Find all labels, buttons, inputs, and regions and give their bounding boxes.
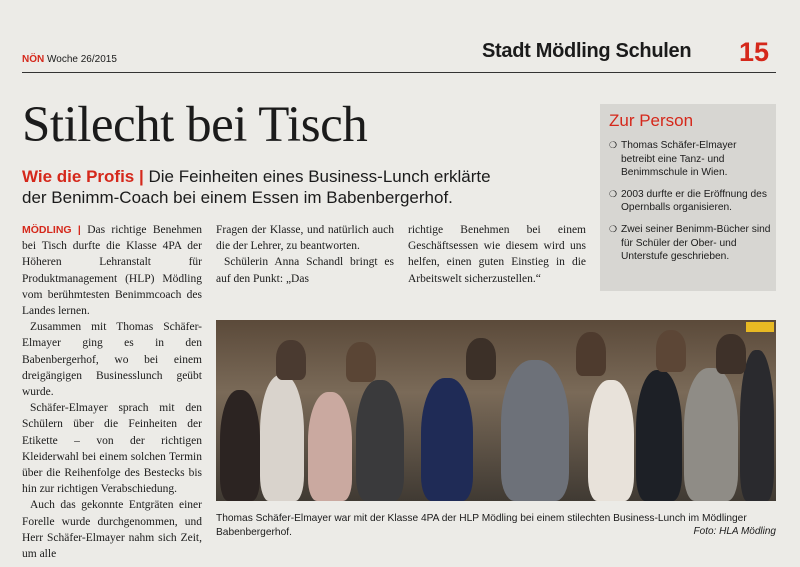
person-figure (716, 334, 746, 374)
paragraph: richtige Benehmen bei einem Geschäftsessen wie diesem wird uns helfen, einen guten Einstieg in die Arbeitswelt sicherzustellen.“ (408, 224, 586, 285)
noen-logo: NÖN (22, 54, 45, 65)
paragraph: Fragen der Klasse, und natürlich auch die der Lehrer, zu beantworten. (216, 224, 394, 253)
person-figure (220, 390, 260, 501)
subheadline-line-1: Die Feinheiten eines Business-Lunch erklärte (148, 167, 491, 186)
article-column-1 (22, 222, 202, 562)
issue-label: Woche 26/2015 (47, 54, 117, 65)
person-figure (346, 342, 376, 382)
photo-caption: Thomas Schäfer-Elmayer war mit der Klasse 4PA der HLP Mödling bei einem stilechten Business-Lunch im Mödlinger Babenbergerhof. (216, 513, 747, 538)
header-rule (22, 72, 776, 73)
list-item (609, 139, 771, 180)
zur-person-box (600, 104, 776, 291)
article-column-3 (408, 222, 586, 287)
box-title: Zur Person (609, 111, 694, 130)
paragraph: Zusammen mit Thomas Schäfer-Elmayer ging es in den Babenbergerhof, wo bei einem dreigängigen Businesslunch geübt wurde. (22, 321, 202, 399)
dateline: MÖDLING | (22, 224, 81, 236)
article-column-2 (216, 222, 394, 287)
person-figure (740, 350, 774, 501)
person-figure (636, 370, 682, 501)
bullet-icon: ❍ (609, 223, 618, 234)
list-item-text: Thomas Schäfer-Elmayer betreibt eine Tanz- und Benimmschule in Wien. (621, 140, 737, 179)
photo-credit: Foto: HLA Mödling (693, 526, 776, 537)
person-figure (260, 375, 304, 501)
subheadline-kicker: Wie die Profis | (22, 167, 144, 186)
article-headline: Stilecht bei Tisch (22, 97, 368, 153)
paragraph-text: Das richtige Benehmen bei Tisch durfte die Klasse 4PA der Höheren Lehranstalt für Produktmanagement (HLP) Mödling vom berühmtesten Benimmcoach des Landes lernen. (22, 224, 202, 318)
person-figure (421, 378, 473, 501)
person-figure (308, 392, 352, 501)
article-subheadline (22, 166, 582, 208)
list-item (609, 223, 771, 264)
bullet-icon: ❍ (609, 188, 618, 199)
section-title: Stadt Mödling Schulen (482, 40, 692, 62)
show-through-text (250, 20, 259, 58)
person-figure (466, 338, 496, 380)
person-figure (684, 368, 738, 501)
person-figure (501, 360, 569, 501)
person-figure (588, 380, 634, 501)
issue-line (22, 54, 117, 65)
subheadline-line-2: der Benimm-Coach bei einem Essen im Babenbergerhof. (22, 188, 453, 207)
box-list (609, 139, 771, 272)
paragraph: Schäfer-Elmayer sprach mit den Schülern über die Feinheiten der Etikette – von der richtigen Kleiderwahl bei einem solchen Termin über die Reihenfolge des Bestecks bis hin zur richtigen Verabschiedung. (22, 402, 202, 496)
list-item (609, 188, 771, 215)
paragraph: Schülerin Anna Schandl bringt es auf den Punkt: „Das (216, 256, 394, 285)
paragraph: Auch das gekonnte Entgräten einer Forelle wurde durchgenommen, und Herr Schäfer-Elmayer nahm sich Zeit, um alle (22, 499, 202, 561)
bullet-icon: ❍ (609, 140, 618, 150)
person-figure (656, 330, 686, 372)
list-item-text: 2003 durfte er die Eröffnung des Opernballs organisieren. (621, 188, 767, 214)
person-figure (356, 380, 404, 501)
paragraph (22, 222, 202, 319)
photo-badge (746, 322, 774, 332)
group-photo (216, 320, 776, 501)
person-figure (576, 332, 606, 376)
list-item-text: Zwei seiner Benimm-Bücher sind für Schüler der Ober- und Unterstufe geschrieben. (621, 223, 771, 263)
person-figure (276, 340, 306, 380)
page-number: 15 (739, 37, 770, 67)
